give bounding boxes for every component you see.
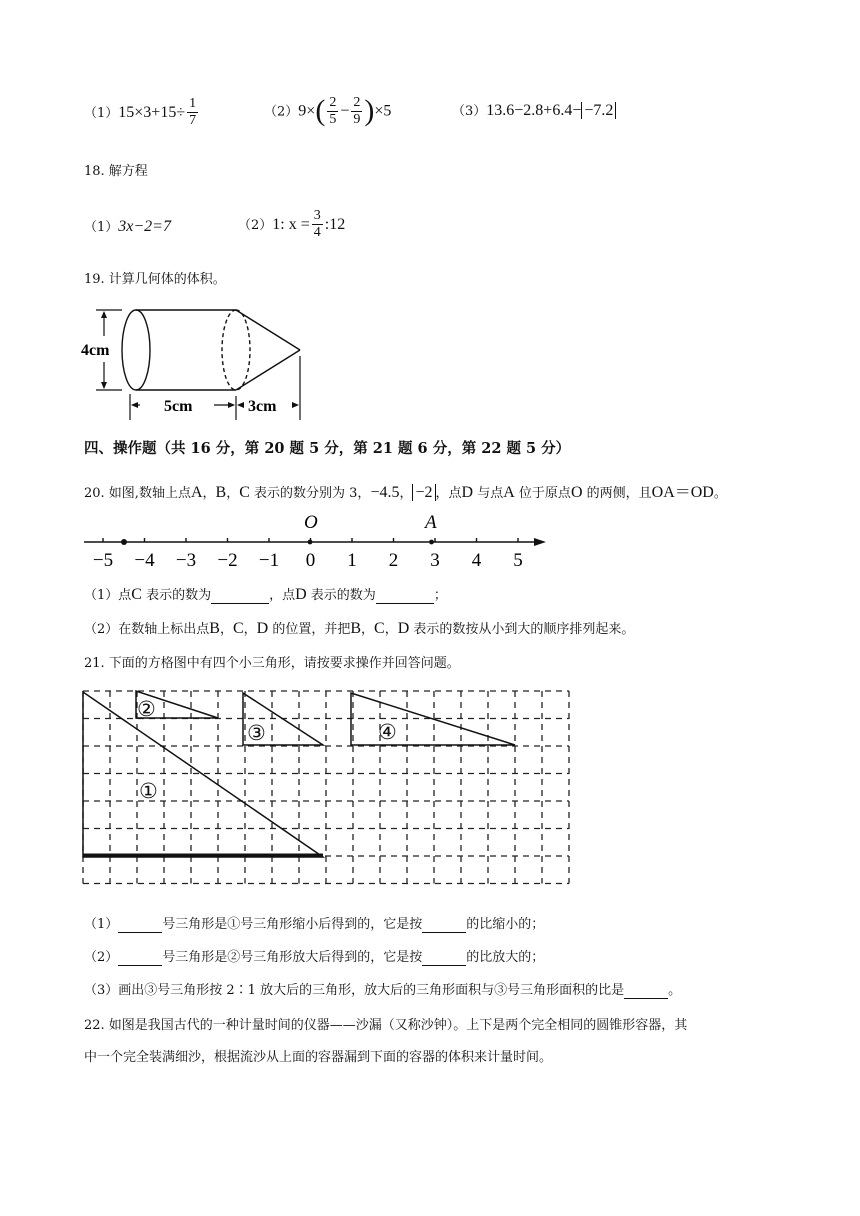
value-b: −4.5: [370, 484, 400, 501]
fraction-numerator: 2: [353, 94, 361, 110]
fraction-numerator: 3: [313, 208, 321, 223]
punct: ，: [202, 486, 216, 501]
point-b-label: B: [350, 620, 362, 637]
q18-part2: [238, 208, 345, 241]
height-label: 4cm: [81, 342, 110, 359]
arrow-down-icon: [101, 382, 107, 389]
punct: 。: [668, 983, 682, 998]
punct: ，: [384, 622, 398, 637]
q21-part1-text: 的比缩小的；: [466, 917, 545, 932]
arrow-left-icon: [237, 402, 244, 408]
number-line-tick-label: 2: [388, 550, 399, 571]
q18-part2-fraction: [312, 208, 323, 241]
q21-part3-text: （3）画出③号三角形按 2∶1 放大后的三角形，放大后的三角形面积与③号三角形面积的比是: [84, 983, 625, 998]
triangle-3-label: ③: [247, 721, 266, 745]
point-c-label: C: [131, 586, 142, 603]
q22-line-1: 22. 如图是我国古代的一种计量时间的仪器——沙漏（又称沙钟）。上下是两个完全相同的圆锥形容器，其: [84, 1018, 688, 1033]
q20-part2-text: （2）在数轴上标出点: [84, 622, 210, 637]
q20-part1-text: （1）点: [84, 588, 132, 603]
q20-equation: OA＝OD: [651, 484, 714, 501]
punct: ，: [243, 622, 257, 637]
cylinder-left-face: [122, 310, 150, 390]
punct: ，: [219, 622, 233, 637]
q18-title: 18. 解方程: [84, 164, 148, 179]
cone-height-label: 3cm: [248, 398, 277, 415]
q21-part2-text: 的比放大的；: [466, 950, 545, 965]
q21-part1: [84, 913, 544, 933]
point-d-label: D: [397, 620, 410, 637]
left-paren: (: [315, 94, 326, 127]
triangle-2-label: ②: [137, 697, 156, 721]
point-d-label: D: [295, 586, 307, 603]
fraction-denominator: 7: [189, 113, 197, 128]
origin-point: [308, 540, 313, 545]
triangle-4-label: ④: [378, 720, 397, 744]
point-d-label: D: [461, 484, 474, 501]
number-line-tick-label: 4: [471, 550, 482, 571]
number-line-tick-label: −3: [175, 550, 197, 571]
triangle-1: [83, 692, 323, 857]
number-line-tick-label: −5: [92, 550, 114, 571]
q20-intro-text: 的两侧，且: [582, 486, 652, 501]
q20-intro-text: 表示的数分别为 3，: [249, 486, 371, 501]
number-line-tick-label: 5: [513, 550, 523, 571]
q18-part2-lead: 1: x =: [272, 216, 310, 233]
q18-part2-tail: :12: [324, 216, 346, 233]
fraction-numerator: 2: [329, 94, 337, 110]
q21-grid-figure: [78, 688, 574, 888]
point-a-label: A: [190, 484, 203, 501]
q20-intro-text: ，点: [435, 486, 462, 501]
point-b-label: B: [209, 620, 220, 637]
q19-title: 19. 计算几何体的体积。: [84, 272, 226, 287]
q21-title: 21. 下面的方格图中有四个小三角形，请按要求操作并回答问题。: [84, 656, 460, 671]
q20-part2-text: 的位置，并把: [268, 622, 351, 637]
punct: ，: [361, 622, 375, 637]
q18-part1: [84, 216, 171, 236]
q17-part1-label: （1）: [84, 106, 119, 121]
answer-blank[interactable]: [624, 983, 668, 999]
point-a-axis-label: A: [425, 512, 437, 533]
arrow-right-icon: [534, 538, 546, 546]
cone-top-edge: [236, 310, 300, 350]
answer-blank[interactable]: [118, 950, 162, 966]
arrow-up-icon: [101, 311, 107, 318]
q20-part2: [84, 618, 634, 638]
q20-part2-text: 表示的数按从小到大的顺序排列起来。: [409, 622, 635, 637]
answer-blank[interactable]: [422, 917, 466, 933]
answer-blank[interactable]: [422, 950, 466, 966]
q20-intro-text: 与点: [473, 486, 504, 501]
q20-part1-text: 表示的数为: [141, 588, 212, 603]
q21-part2-text: （2）: [84, 950, 119, 965]
cylinder-right-face-front: [222, 310, 236, 390]
punct: ；: [433, 588, 447, 603]
cone-bottom-edge: [236, 350, 300, 390]
q20-part1-text: ，点: [269, 588, 296, 603]
q20-part1-text: 表示的数为: [306, 588, 376, 603]
origin-axis-label: O: [304, 512, 318, 533]
section-4-heading: 四、操作题（共 16 分，第 20 题 5 分，第 21 题 6 分，第 22 题 5 分）: [84, 440, 571, 457]
number-line-tick-label: 1: [347, 550, 357, 571]
origin-label: O: [570, 484, 583, 501]
value-c-abs: −2: [412, 484, 435, 501]
point-a-label: A: [503, 484, 515, 501]
q17-part2-fraction1: [327, 95, 338, 128]
q17-part2-fraction2: [351, 95, 362, 128]
q17-part2-tail: ×5: [374, 102, 392, 120]
q17-part2-lead: 9×: [298, 102, 316, 120]
q20-intro: [84, 479, 727, 502]
q20-part1: [84, 584, 447, 604]
point-d-label: D: [256, 620, 269, 637]
q19-cylinder-cone-figure: [78, 300, 318, 424]
q18-part1-expr: 3x−2=7: [118, 218, 171, 235]
triangle-1-label: ①: [139, 779, 158, 803]
marked-point: [121, 539, 127, 545]
number-line-tick-label: 0: [305, 550, 316, 571]
punct: 。: [713, 486, 727, 501]
right-paren: ): [364, 94, 375, 127]
number-line-tick-label: −1: [258, 550, 280, 571]
q17-part1-expr: 15×3+15÷: [118, 104, 186, 121]
point-c-label: C: [374, 620, 385, 637]
q21-part2: [84, 946, 544, 966]
q17-part2-label: （2）: [264, 104, 299, 120]
number-line-tick-label: −4: [134, 550, 155, 571]
cylinder-right-face-hidden: [236, 310, 250, 390]
q17-part3-abs: −7.2: [581, 102, 616, 119]
point-c-label: C: [232, 620, 244, 637]
point-a: [429, 540, 434, 545]
answer-blank-d[interactable]: [376, 588, 434, 604]
q18-part1-label: （1）: [84, 220, 119, 235]
q22-line-2: 中一个完全装满细沙，根据流沙从上面的容器漏到下面的容器的体积来计量时间。: [84, 1050, 553, 1065]
q17-part2: [264, 94, 391, 128]
q17-part1: [84, 96, 200, 129]
punct: ，: [399, 486, 413, 501]
answer-blank-c[interactable]: [211, 588, 269, 604]
q21-part1-text: （1）: [84, 917, 119, 932]
q17-part2-minus: −: [340, 102, 350, 120]
q20-intro-text: 位于原点: [514, 486, 571, 501]
q21-part3: [84, 979, 681, 999]
q21-part2-text: 号三角形是②号三角形放大后得到的，它是按: [162, 950, 423, 965]
q18-part2-label: （2）: [238, 218, 273, 233]
point-c-label: C: [239, 484, 250, 501]
punct: ，: [226, 486, 240, 501]
point-b-label: B: [215, 484, 227, 501]
q17-part1-fraction: [187, 96, 198, 129]
arrow-right-icon: [292, 402, 299, 408]
answer-blank[interactable]: [118, 917, 162, 933]
q17-part3-label: （3）: [452, 104, 487, 119]
fraction-numerator: 1: [189, 96, 197, 111]
fraction-denominator: 4: [313, 225, 321, 240]
fraction-denominator: 5: [329, 111, 337, 127]
fraction-denominator: 9: [353, 111, 361, 127]
number-line-tick-label: −2: [217, 550, 238, 571]
arrow-right-icon: [228, 402, 235, 408]
q17-part3: [452, 100, 616, 120]
number-line-tick-label: 3: [430, 550, 440, 571]
q21-part1-text: 号三角形是①号三角形缩小后得到的，它是按: [162, 917, 423, 932]
q20-intro-text: 20. 如图,数轴上点: [84, 486, 191, 501]
q17-part3-expr: 13.6−2.8+6.4−: [486, 102, 582, 119]
q20-number-line: [80, 508, 550, 574]
cylinder-length-label: 5cm: [164, 398, 193, 415]
